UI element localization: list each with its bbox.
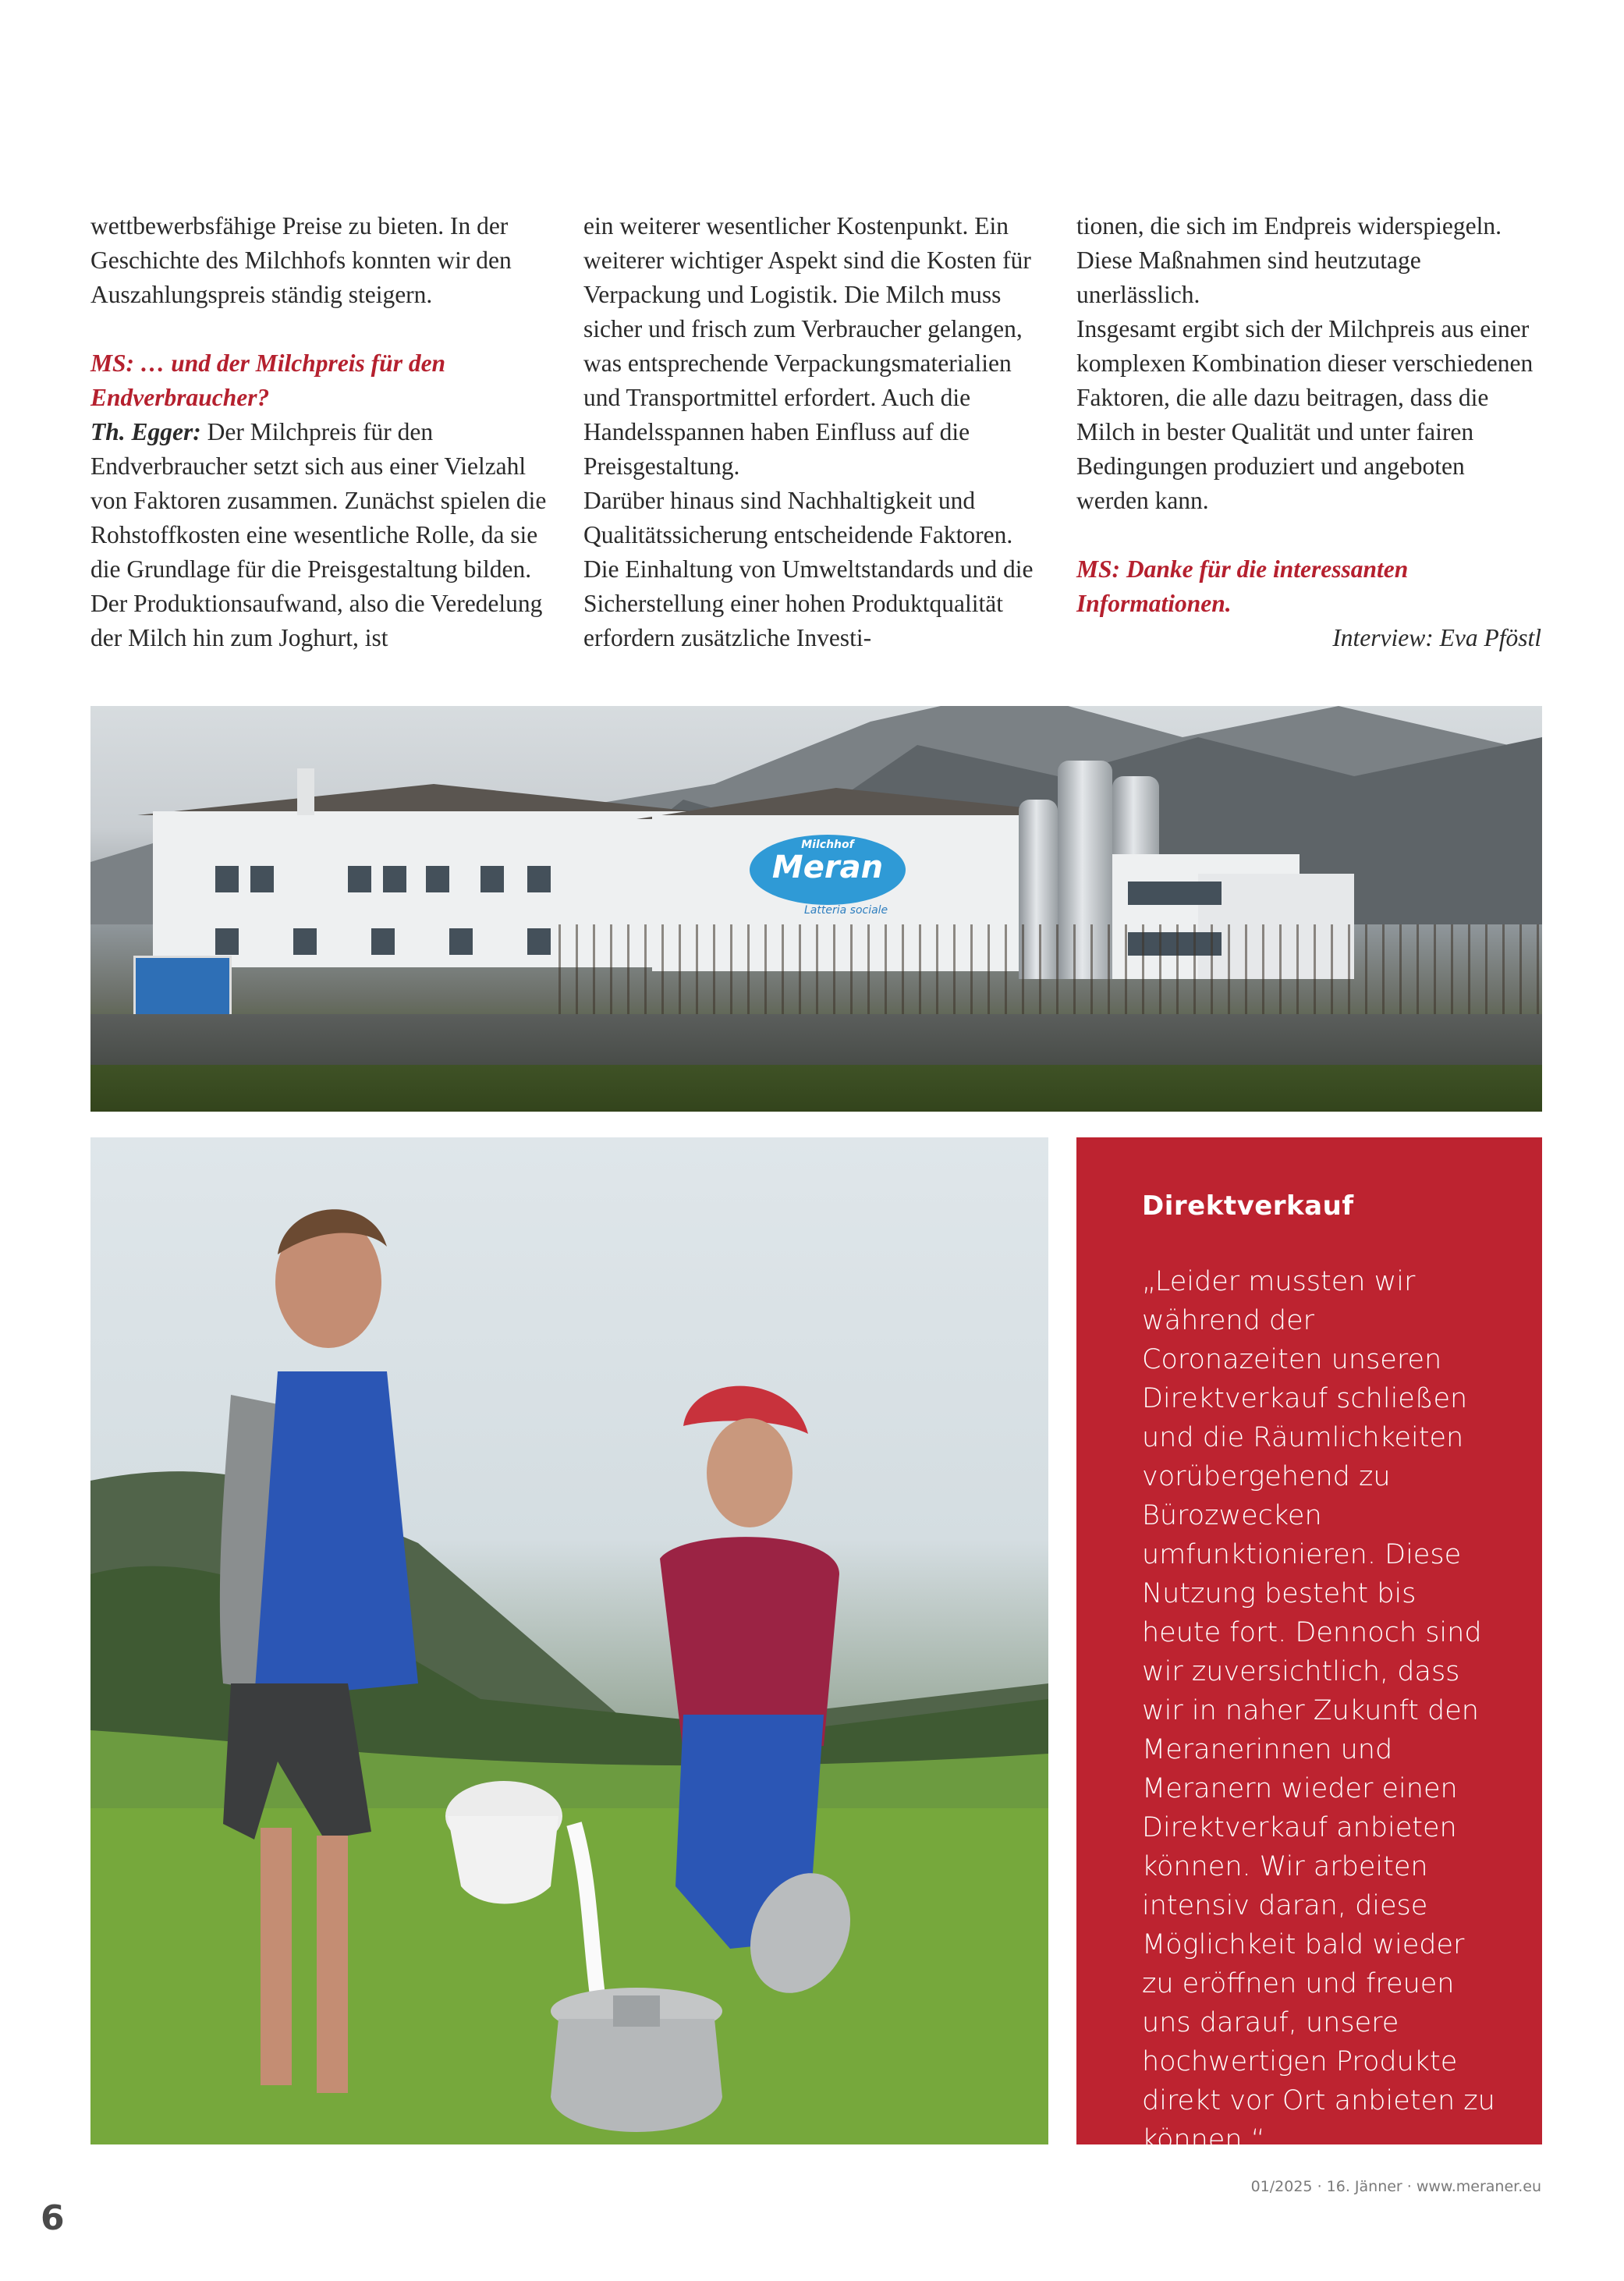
logo-top-text: Milchhof bbox=[801, 839, 854, 851]
paragraph: ein weiterer wesentlicher Kostenpunkt. Ein weiterer wichtiger Aspekt sind die Kosten für Verpackung und Logistik. Die Milch muss sicher und frisch zum Verbraucher gelangen, was entsprechende Verpackungsmaterialien und Transportmittel erfordert. Auch die Handelsspannen haben Einfluss auf die Preisgestaltung. bbox=[583, 212, 1031, 480]
logo-sub-text: Latteria sociale bbox=[804, 904, 888, 917]
paragraph: Darüber hinaus sind Nachhaltigkeit und Qualitätssicherung entscheidende Faktoren. Die Einhaltung von Umweltstandards und die Sicherstellung einer hohen Produktqualität erfordern zusätzliche Investi- bbox=[583, 487, 1034, 651]
interview-answer bbox=[90, 415, 555, 655]
direktverkauf-box bbox=[1076, 1137, 1542, 2155]
farmers-pouring-milk-photo bbox=[90, 1137, 1048, 2144]
milchhof-meran-logo bbox=[750, 835, 906, 905]
answer-text: Der Milchpreis für den Endverbraucher setzt sich aus einer Vielzahl von Faktoren zusammen. Zunächst spielen die Rohstoffkosten eine wesentliche Rolle, da sie die Grundlage für die Preisgestaltung bilden. Der Produktionsaufwand, also die Veredelung der Milch hin zum Joghurt, ist bbox=[90, 418, 547, 651]
speaker-name: Th. Egger: bbox=[90, 418, 201, 445]
interview-credit: Interview: Eva Pföstl bbox=[1332, 624, 1541, 651]
footer-info: 01/2025 · 16. Jänner · www.meraner.eu bbox=[1250, 2178, 1541, 2195]
page-number: 6 bbox=[41, 2198, 65, 2238]
dairy-building-photo bbox=[90, 706, 1542, 1112]
sidebar-title: Direktverkauf bbox=[1142, 1190, 1354, 1222]
paragraph: Insgesamt ergibt sich der Milchpreis aus einer komplexen Kombination dieser verschiedenen Faktoren, die alle dazu beitragen, dass die Milch in bester Qualität und unter fairen Bedingungen produziert und angeboten werden kann. bbox=[1076, 315, 1534, 514]
interview-question: MS: Danke für die interessanten Informationen. bbox=[1076, 555, 1409, 617]
paragraph: tionen, die sich im Endpreis widerspiegeln. Diese Maßnahmen sind heutzutage unerlässlich. bbox=[1076, 212, 1502, 308]
article-column-2 bbox=[583, 209, 1048, 655]
logo-main-text: Meran bbox=[771, 850, 884, 885]
paragraph: wettbewerbsfähige Preise zu bieten. In der Geschichte des Milchhofs konnten wir den Auszahlungspreis ständig steigern. bbox=[90, 212, 512, 308]
sidebar-quote: „Leider mussten wir während der Coronazeiten unseren Direktverkauf schließen und die Räumlichkeiten vorübergehend zu Bürozwecken umfunktionieren. Diese Nutzung besteht bis heute fort. Dennoch sind wir zuversichtlich, dass wir in naher Zukunft den Meranerinnen und Meranern wieder einen Direktverkauf anbieten können. Wir arbeiten intensiv daran, diese Möglichkeit bald wieder zu eröffnen und freuen uns darauf, unsere hochwertigen Produkte direkt vor Ort anbieten zu können.“ bbox=[1142, 1266, 1495, 2155]
article-column-1 bbox=[90, 209, 555, 655]
farmers-scene-illustration bbox=[90, 1137, 1048, 2144]
interview-question: MS: … und der Milchpreis für den Endverbraucher? bbox=[90, 349, 446, 411]
article-column-3 bbox=[1076, 209, 1541, 655]
